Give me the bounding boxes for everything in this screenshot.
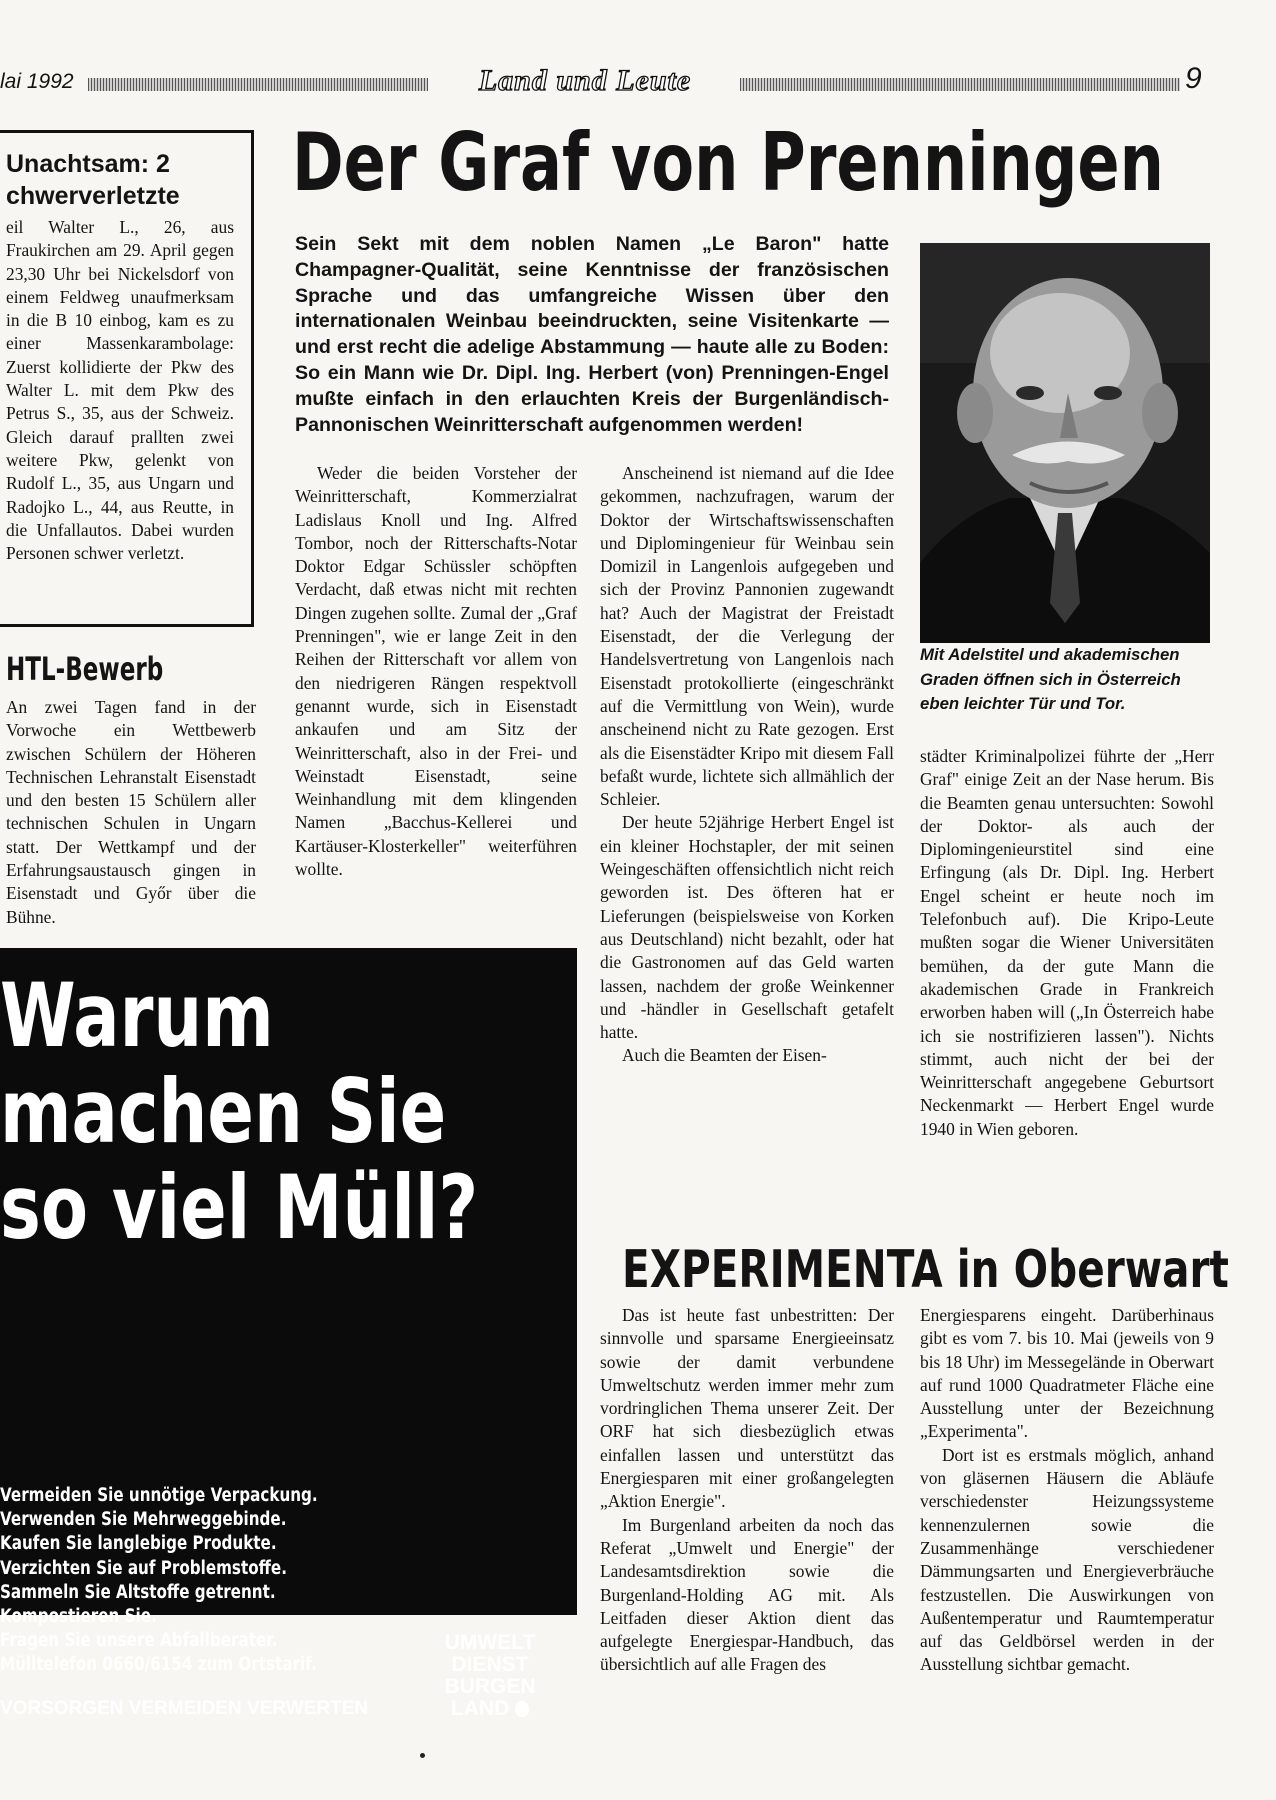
experimenta-column-2: Energiesparens eingeht. Darüberhinaus gibt es vom 7. bis 10. Mai (jeweils von 9 bis 18 Uhr) im Messegelände in Oberwart auf rund 1000 Quadratmeter Fläche eine Ausstellung unter der Bezeichnung „Experimenta". Dort ist es erstmals möglich, anhand von gläsernen Häusern die Abläufe verschiedenster Heizungssysteme kennenzulernen sowie die Zusammenhänge verschiedener Dämmungsarten und Energieverbräuche festzustellen. Die Auswirkungen von Außentemperatur und Raumtemperatur auf das Geldbörsel werden in der Ausstellung sichtbar gemacht. [920, 1305, 1214, 1675]
ad-tips-list [0, 1484, 318, 1678]
list-item: Kompostieren Sie. [0, 1606, 157, 1628]
ad-slogan: VORSORGEN VERMEIDEN VERWERTEN [0, 1698, 369, 1719]
list-item: Kaufen Sie langlebige Produkte. [0, 1533, 277, 1555]
list-item: Verwenden Sie Mehrweggebinde. [0, 1509, 287, 1531]
list-item: Verzichten Sie auf Problemstoffe. [0, 1557, 287, 1579]
photo-caption: Mit Adelstitel und akademischen Graden öffnen sich in Österreich eben leichter Tür und Tor. [920, 645, 1181, 713]
experimenta-column-1: Das ist heute fast unbestritten: Der sinnvolle und sparsame Energieeinsatz sowie der damit verbundene Umweltschutz werden immer mehr zum vordringlichen Thema unserer Zeit. Der ORF hat sich diesbezüglich etwas einfallen lassen und unterstützt das Energiesparen mit einer großangelegten „Aktion Energie". Im Burgenland arbeiten da noch das Referat „Umwelt und Energie" der Landesamtsdirektion sowie die Burgenland-Holding AG mit. Als Leitfaden dieser Aktion dient das aufgelegte Energiespar-Handbuch, das übersichtlich auf alle Fragen des [600, 1305, 894, 1675]
experimenta-headline: EXPERIMENTA in Oberwart [622, 1240, 1229, 1300]
main-lead: Sein Sekt mit dem noblen Namen „Le Baron" hatte Champagner-Qualität, seine Kenntnisse der französischen Sprache und das umfangreiche Wissen über den internationalen Weinbau beeindruckten, seine Visitenkarte — und erst recht die adelige Abstammung — haute alle zu Boden: So ein Mann wie Dr. Dipl. Ing. Herbert (von) Prenningen-Engel mußte einfach in den erlauchten Kreis der Burgenländisch-Pannonischen Weinritterschaft aufgenommen werden! [295, 233, 889, 436]
main-column-3: städter Kriminalpolizei führte der „Herr Graf" einige Zeit an der Nase herum. Bis die Beamten genau untersuchten: Sowohl der Doktor- als auch der Diplomingenieurstitel sind eine Erfingung (als Dr. Dipl. Ing. Herbert Engel scheint er heute noch im Telefonbuch auf). Die Kripo-Leute mußten sogar die Wiener Universitäten bemühen, da der gute Mann die akademischen Grade in Frankreich erworben haben will („In Österreich habe ich sie nostrifizieren lassen"). Nichts stimmt, auch nicht der bei der Weinritterschaft angegebene Geburtsort Neckenmarkt — Herbert Engel wurde 1940 in Wien geboren. [920, 746, 1214, 1139]
list-item: Mülltelefon 0660/6154 zum Ortstarif. [0, 1654, 317, 1676]
ad-headline: Warum machen Sie so viel Müll? [0, 964, 479, 1259]
main-column-1: Weder die beiden Vorsteher der Weinritterschaft, Kommerzialrat Ladislaus Knoll und Ing. Alfred Tombor, noch der Ritterschafts-Notar Doktor Edgar Schüssler schöpften Verdacht, daß etwas nicht mit rechten Dingen zugehen sollte. Zumal der „Graf Prenningen", wie er lange Zeit in den Reihen der Ritterschaft vor allem von den niedrigeren Rängen respektvoll genannt wurde, sich in Eisenstadt ankaufen und am Sitz der Weinritterschaft, also in der Frei- und Weinstadt Eisenstadt, seine Weinhandlung mit dem klingenden Namen „Bacchus-Kellerei und Kartäuser-Klosterkeller" weiterführen wollte. [295, 463, 577, 880]
header-rule-left [88, 78, 428, 91]
sidebar-body: eil Walter L., 26, aus Fraukirchen am 29. April gegen 23,30 Uhr bei Nickelsdorf von einem Feldweg unaufmerksam in die B 10 einbog, kam es zu einer Massenkarambolage: Zuerst kollidierte der Pkw des Walter L. mit dem Pkw des Petrus S., 35, aus der Schweiz. Gleich darauf prallten zwei weitere Pkw, gelenkt von Rudolf L., 35, aus Ungarn und Radojko L., 44, aus Reutte, in die Unfallautos. Dabei wurden Personen schwer verletzt. [6, 217, 234, 564]
umweltdienst-logo: UMWELT DIENST BURGEN LAND [444, 1631, 536, 1720]
header-rule-right [740, 78, 1180, 91]
main-column-2: Anscheinend ist niemand auf die Idee gekommen, nachzufragen, warum der Doktor der Wirtschaftswissenschaften und Diplomingenieur für Weinbau sein Domizil in Langenlois aufgegeben und sich der Provinz Pannonien zugewandt hat? Auch der Magistrat der Freistadt Eisenstadt, der die Verlegung der Handelsvertretung von Langenlois nach Eisenstadt protokollierte (eingeschränkt auf die Vermittlung von Wein), wurde anscheinend nicht zu Rate gezogen. Erst als die Eisenstädter Kripo mit diesem Fall befaßt wurde, lichtete sich allmählich der Schleier. Der heute 52jährige Herbert Engel ist ein kleiner Hochstapler, der mit seinen Weingeschäften offensichtlich nicht reich geworden ist. Des öfteren hat er Lieferungen (beispielsweise von Korken aus Deutschland) nicht bezahlt, oder hat die Gastronomen auf das Geld warten lassen, nachdem der große Weinkenner und -händler in Gesellschaft getafelt hatte. Auch die Beamten der Eisen- [600, 463, 894, 1066]
htl-headline: HTL-Bewerb [6, 650, 164, 688]
list-item: Fragen Sie unsere Abfallberater. [0, 1630, 278, 1652]
page-number: 9 [1185, 62, 1202, 95]
issue-date: lai 1992 [0, 70, 74, 93]
portrait-photo [920, 243, 1210, 643]
decorative-dot [420, 1753, 425, 1758]
list-item: Sammeln Sie Altstoffe getrennt. [0, 1581, 276, 1603]
htl-body: An zwei Tagen fand in der Vorwoche ein Wettbewerb zwischen Schülern der Höheren Technischen Lehranstalt Eisenstadt und den besten 15 Schülern aller technischen Schulen in Ungarn statt. Der Wettkampf und der Erfahrungsaustausch gingen in Eisenstadt und Győr über die Bühne. [6, 697, 256, 927]
list-item: Vermeiden Sie unnötige Verpackung. [0, 1485, 318, 1506]
main-headline: Der Graf von Prenningen [292, 116, 1164, 209]
section-title: Land und Leute [478, 64, 692, 97]
beetle-icon [515, 1701, 529, 1717]
sidebar-headline: Unachtsam: 2 chwerverletzte [6, 150, 180, 210]
